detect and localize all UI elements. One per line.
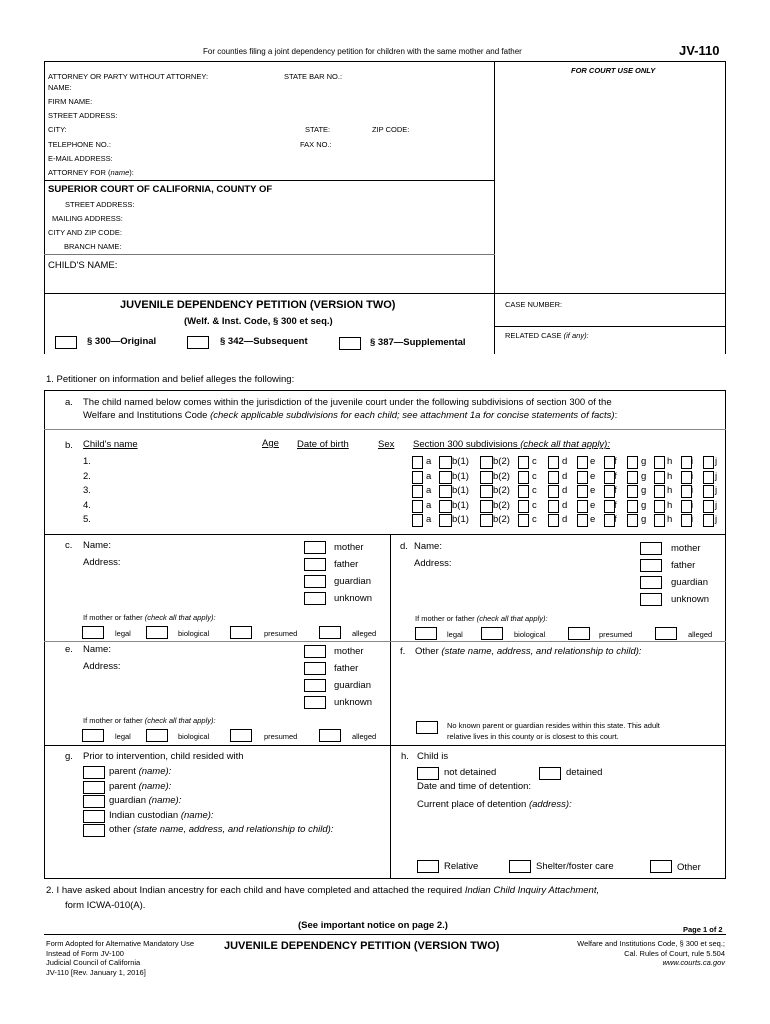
subdivision-a-label: a xyxy=(426,456,432,467)
e-mother-label: mother xyxy=(334,646,364,657)
subdivision-i-label: i xyxy=(691,514,694,526)
subdivision-c-label: c xyxy=(532,514,537,526)
subdivision-f-label: f xyxy=(614,499,617,511)
name-label[interactable]: NAME: xyxy=(48,83,72,92)
g-option-checkbox[interactable] xyxy=(83,810,105,823)
d-biological-checkbox[interactable] xyxy=(481,627,503,640)
e-presumed-checkbox[interactable] xyxy=(230,729,252,742)
subdivision-a-checkbox[interactable] xyxy=(412,514,423,527)
subdivision-e-label: e xyxy=(590,456,596,467)
subdivision-i-label: i xyxy=(691,499,694,511)
subdivision-e-label: e xyxy=(590,499,596,511)
e-label: e. xyxy=(65,644,73,655)
child-row-number: 3. xyxy=(83,485,91,497)
e-legal-checkbox[interactable] xyxy=(82,729,104,742)
case-number-label[interactable]: CASE NUMBER: xyxy=(505,300,563,309)
d-name-label[interactable]: Name: xyxy=(414,541,442,552)
shelter-checkbox[interactable] xyxy=(509,860,531,873)
subdivision-d-checkbox[interactable] xyxy=(548,471,559,484)
subdivision-c-checkbox[interactable] xyxy=(518,514,529,527)
c-guardian-label: guardian xyxy=(334,576,371,587)
detained-label: detained xyxy=(566,767,603,778)
subdivision-e-checkbox[interactable] xyxy=(577,471,588,484)
no-parent-line1: No known parent or guardian resides within this state. This adult xyxy=(447,721,660,730)
court-title: SUPERIOR COURT OF CALIFORNIA, COUNTY OF xyxy=(48,184,273,195)
subdivision-b(2)-checkbox[interactable] xyxy=(480,500,493,513)
subdivision-j-checkbox[interactable] xyxy=(703,485,714,498)
g-option-checkbox[interactable] xyxy=(83,795,105,808)
subdivision-d-label: d xyxy=(562,499,568,511)
d-if-text: If mother or father (check all that apply): xyxy=(415,614,548,623)
subdivision-c-label: c xyxy=(532,485,537,497)
subdivision-a-label: a xyxy=(426,514,432,526)
subdivision-h-label: h xyxy=(667,485,673,497)
original-label: § 300—Original xyxy=(87,336,157,347)
subdivision-b(2)-label: b(2) xyxy=(493,514,510,526)
col-childs-name: Child's name xyxy=(83,439,138,450)
subdivision-b(2)-checkbox[interactable] xyxy=(480,485,493,498)
d-guardian-checkbox[interactable] xyxy=(640,576,662,589)
d-address-label[interactable]: Address: xyxy=(414,558,452,569)
subdivision-g-checkbox[interactable] xyxy=(627,514,638,527)
subdivision-d-checkbox[interactable] xyxy=(548,485,559,498)
c-mother-label: mother xyxy=(334,542,364,553)
footer-title: JUVENILE DEPENDENCY PETITION (VERSION TWO) xyxy=(224,940,500,952)
subdivision-b(1)-label: b(1) xyxy=(452,499,469,511)
subdivision-b(1)-checkbox[interactable] xyxy=(439,514,452,527)
subdivision-d-checkbox[interactable] xyxy=(548,456,559,469)
item1b-label: b. xyxy=(65,440,73,451)
d-unknown-label: unknown xyxy=(671,594,710,605)
shelter-label: Shelter/foster care xyxy=(536,861,614,872)
e-biological-label: biological xyxy=(178,732,210,741)
g-option-label[interactable]: other (state name, address, and relationship to child): xyxy=(109,824,334,835)
e-name-label[interactable]: Name: xyxy=(83,644,111,655)
subdivision-h-label: h xyxy=(667,514,673,526)
subdivision-i-label: i xyxy=(691,456,694,467)
state-label[interactable]: STATE: xyxy=(305,125,331,134)
subdivision-g-label: g xyxy=(641,499,647,511)
firm-label[interactable]: FIRM NAME: xyxy=(48,97,93,106)
h-text: Child is xyxy=(417,751,449,762)
court-use-label: FOR COURT USE ONLY xyxy=(571,66,656,75)
subdivision-g-label: g xyxy=(641,485,647,497)
subdivision-f-label: f xyxy=(614,470,617,482)
subdivision-e-checkbox[interactable] xyxy=(577,485,588,498)
petition-code: (Welf. & Inst. Code, § 300 et seq.) xyxy=(184,316,333,327)
subdivision-d-label: d xyxy=(562,456,568,467)
d-mother-label: mother xyxy=(671,543,701,554)
attorney-for-label[interactable]: ATTORNEY FOR (name): xyxy=(48,168,134,177)
subdivision-i-label: i xyxy=(691,485,694,497)
subdivision-g-checkbox[interactable] xyxy=(627,485,638,498)
child-row-number: 5. xyxy=(83,514,91,526)
g-option-label[interactable]: parent (name): xyxy=(109,780,172,792)
subdivision-b(2)-checkbox[interactable] xyxy=(480,514,493,527)
subdivision-j-checkbox[interactable] xyxy=(703,500,714,513)
g-option-label[interactable]: guardian (name): xyxy=(109,795,182,806)
d-father-checkbox[interactable] xyxy=(640,559,662,572)
subdivision-e-label: e xyxy=(590,485,596,497)
city-label[interactable]: CITY: xyxy=(48,125,67,134)
subdivision-j-label: j xyxy=(715,470,718,482)
c-alleged-label: alleged xyxy=(352,629,377,638)
f-text[interactable]: Other (state name, address, and relationship to child): xyxy=(415,646,642,657)
g-option-label[interactable]: Indian custodian (name): xyxy=(109,809,214,821)
subdivision-f-label: f xyxy=(614,485,617,497)
e-presumed-label: presumed xyxy=(264,732,298,741)
subdivision-b(1)-label: b(1) xyxy=(452,485,469,497)
subdivision-d-label: d xyxy=(562,514,568,526)
detention-place-label[interactable]: Current place of detention (address): xyxy=(417,799,572,810)
subdivision-g-checkbox[interactable] xyxy=(627,500,638,513)
c-address-label[interactable]: Address: xyxy=(83,557,121,568)
subdivision-c-label: c xyxy=(532,470,537,482)
subdivision-b(2)-label: b(2) xyxy=(493,470,510,482)
item1-text: 1. Petitioner on information and belief alleges the following: xyxy=(46,374,295,385)
e-alleged-checkbox[interactable] xyxy=(319,729,341,742)
relative-checkbox[interactable] xyxy=(417,860,439,873)
subdivision-e-checkbox[interactable] xyxy=(577,500,588,513)
d-guardian-label: guardian xyxy=(671,577,708,588)
not-detained-label: not detained xyxy=(444,767,497,778)
e-biological-checkbox[interactable] xyxy=(146,729,168,742)
d-alleged-label: alleged xyxy=(688,630,713,639)
subdivision-h-label: h xyxy=(667,499,673,511)
d-legal-label: legal xyxy=(447,630,463,639)
e-guardian-label: guardian xyxy=(334,680,371,691)
subdivision-j-label: j xyxy=(715,499,718,511)
state-bar-label: STATE BAR NO.: xyxy=(284,72,343,81)
subdivision-a-label: a xyxy=(426,485,432,497)
detained-checkbox[interactable] xyxy=(539,767,561,780)
subdivision-a-checkbox[interactable] xyxy=(412,456,423,469)
c-unknown-checkbox[interactable] xyxy=(304,592,326,605)
subdivision-b(1)-label: b(1) xyxy=(452,514,469,526)
related-case-label[interactable]: RELATED CASE (if any): xyxy=(505,331,589,340)
subdivision-c-checkbox[interactable] xyxy=(518,485,529,498)
subdivision-h-checkbox[interactable] xyxy=(654,471,665,484)
subdivision-i-label: i xyxy=(691,470,694,482)
c-presumed-checkbox[interactable] xyxy=(230,626,252,639)
subdivision-j-checkbox[interactable] xyxy=(703,456,714,469)
g-option-checkbox[interactable] xyxy=(83,781,105,794)
e-unknown-checkbox[interactable] xyxy=(304,696,326,709)
c-father-checkbox[interactable] xyxy=(304,558,326,571)
g-option-checkbox[interactable] xyxy=(83,766,105,779)
f-label: f. xyxy=(400,646,406,657)
c-label: c. xyxy=(65,540,73,551)
subdivision-a-label: a xyxy=(426,470,432,482)
e-guardian-checkbox[interactable] xyxy=(304,679,326,692)
subdivision-j-label: j xyxy=(715,456,718,467)
d-legal-checkbox[interactable] xyxy=(415,627,437,640)
subdivision-b(2)-checkbox[interactable] xyxy=(480,471,493,484)
e-father-checkbox[interactable] xyxy=(304,662,326,675)
footer-right: Welfare and Institutions Code, § 300 et seq.; Cal. Rules of Court, rule 5.504 www.courts.ca.gov xyxy=(577,939,725,968)
subdivision-c-checkbox[interactable] xyxy=(518,471,529,484)
subdivision-h-checkbox[interactable] xyxy=(654,485,665,498)
d-biological-label: biological xyxy=(514,630,546,639)
e-alleged-label: alleged xyxy=(352,732,377,741)
page-number: Page 1 of 2 xyxy=(683,925,723,934)
original-checkbox[interactable] xyxy=(55,336,77,349)
c-father-label: father xyxy=(334,559,359,570)
subdivision-b(1)-checkbox[interactable] xyxy=(439,485,452,498)
c-name-label[interactable]: Name: xyxy=(83,540,111,551)
not-detained-checkbox[interactable] xyxy=(417,767,439,780)
subdivision-c-checkbox[interactable] xyxy=(518,456,529,469)
c-presumed-label: presumed xyxy=(264,629,298,638)
subdivision-g-label: g xyxy=(641,470,647,482)
c-mother-checkbox[interactable] xyxy=(304,541,326,554)
g-label: g. xyxy=(65,751,73,762)
g-option-checkbox[interactable] xyxy=(83,824,105,837)
d-alleged-checkbox[interactable] xyxy=(655,627,677,640)
e-father-label: father xyxy=(334,663,359,674)
street-label[interactable]: STREET ADDRESS: xyxy=(48,111,118,120)
subdivision-j-checkbox[interactable] xyxy=(703,514,714,527)
subdivision-b(2)-label: b(2) xyxy=(493,485,510,497)
child-row-number: 4. xyxy=(83,499,91,511)
subdivision-d-checkbox[interactable] xyxy=(548,514,559,527)
subdivision-j-label: j xyxy=(715,514,718,526)
subdivision-b(2)-checkbox[interactable] xyxy=(480,456,493,469)
item1a-line1: The child named below comes within the jurisdiction of the juvenile court under the following subdivisions of section 300 of the xyxy=(83,397,612,408)
subdivision-b(2)-label: b(2) xyxy=(493,499,510,511)
item2-line2: form ICWA-010(A). xyxy=(65,900,146,911)
subdivision-b(2)-label: b(2) xyxy=(493,456,510,467)
d-unknown-checkbox[interactable] xyxy=(640,593,662,606)
subdivision-d-label: d xyxy=(562,485,568,497)
subdivision-b(1)-label: b(1) xyxy=(452,470,469,482)
no-parent-checkbox[interactable] xyxy=(416,721,438,734)
c-legal-checkbox[interactable] xyxy=(82,626,104,639)
subdivision-h-label: h xyxy=(667,456,673,467)
child-row-number: 1. xyxy=(83,456,91,467)
item2-line1: 2. I have asked about Indian ancestry for each child and have completed and attached the required Indian Child Inquiry Attachment, xyxy=(46,885,600,896)
subdivision-h-label: h xyxy=(667,470,673,482)
subdivision-d-checkbox[interactable] xyxy=(548,500,559,513)
c-guardian-checkbox[interactable] xyxy=(304,575,326,588)
subdivision-e-checkbox[interactable] xyxy=(577,456,588,469)
petition-title: JUVENILE DEPENDENCY PETITION (VERSION TWO) xyxy=(120,299,396,311)
c-if-text: If mother or father (check all that apply): xyxy=(83,613,216,622)
e-if-text: If mother or father (check all that apply): xyxy=(83,716,216,725)
email-label[interactable]: E-MAIL ADDRESS: xyxy=(48,154,113,163)
subdivision-f-label: f xyxy=(614,514,617,526)
subdivision-a-checkbox[interactable] xyxy=(412,471,423,484)
detention-datetime-label[interactable]: Date and time of detention: xyxy=(417,781,532,792)
subsequent-label: § 342—Subsequent xyxy=(220,336,308,347)
c-alleged-checkbox[interactable] xyxy=(319,626,341,639)
col-age: Age xyxy=(262,438,279,449)
subdivision-f-label: f xyxy=(614,456,617,467)
col-dob: Date of birth xyxy=(297,439,349,450)
h-label: h. xyxy=(401,751,409,762)
subdivision-a-label: a xyxy=(426,499,432,511)
child-row-number: 2. xyxy=(83,470,91,482)
subdivision-j-checkbox[interactable] xyxy=(703,471,714,484)
court-branch-label[interactable]: BRANCH NAME: xyxy=(64,242,122,251)
subdivision-h-checkbox[interactable] xyxy=(654,500,665,513)
g-text: Prior to intervention, child resided with xyxy=(83,751,244,762)
supplemental-label: § 387—Supplemental xyxy=(370,337,466,348)
d-mother-checkbox[interactable] xyxy=(640,542,662,555)
subdivision-h-checkbox[interactable] xyxy=(654,456,665,469)
d-label: d. xyxy=(400,541,408,552)
other-detention-label: Other xyxy=(677,862,701,873)
subdivision-g-label: g xyxy=(641,514,647,526)
subdivision-g-checkbox[interactable] xyxy=(627,471,638,484)
e-legal-label: legal xyxy=(115,732,131,741)
subdivision-c-label: c xyxy=(532,499,537,511)
e-address-label[interactable]: Address: xyxy=(83,661,121,672)
subdivision-a-checkbox[interactable] xyxy=(412,485,423,498)
subdivision-c-checkbox[interactable] xyxy=(518,500,529,513)
e-mother-checkbox[interactable] xyxy=(304,645,326,658)
subdivision-b(1)-label: b(1) xyxy=(452,456,469,467)
c-biological-checkbox[interactable] xyxy=(146,626,168,639)
g-option-label[interactable]: parent (name): xyxy=(109,766,172,777)
d-presumed-label: presumed xyxy=(599,630,633,639)
subdivision-b(1)-checkbox[interactable] xyxy=(439,471,452,484)
c-unknown-label: unknown xyxy=(334,593,373,604)
subdivision-b(1)-checkbox[interactable] xyxy=(439,500,452,513)
court-cityzip-label[interactable]: CITY AND ZIP CODE: xyxy=(48,228,122,237)
phone-label[interactable]: TELEPHONE NO.: xyxy=(48,140,111,149)
relative-label: Relative xyxy=(444,861,479,872)
footer-left: Form Adopted for Alternative Mandatory Use Instead of Form JV-100 Judicial Council of California JV-110 [Rev. January 1, 2016] xyxy=(46,939,194,977)
d-presumed-checkbox[interactable] xyxy=(568,627,590,640)
form-id: JV-110 xyxy=(679,43,720,58)
subdivision-d-label: d xyxy=(562,470,568,482)
item1a-line2: Welfare and Institutions Code (check applicable subdivisions for each child; see attachment 1a for concise statements of facts): xyxy=(83,410,618,421)
d-father-label: father xyxy=(671,560,696,571)
supplemental-checkbox[interactable] xyxy=(339,337,361,350)
subdivision-a-checkbox[interactable] xyxy=(412,500,423,513)
other-detention-checkbox[interactable] xyxy=(650,860,672,873)
c-legal-label: legal xyxy=(115,629,131,638)
subdivision-b(1)-checkbox[interactable] xyxy=(439,456,452,469)
fax-label[interactable]: FAX NO.: xyxy=(300,140,332,149)
subdivision-e-checkbox[interactable] xyxy=(577,514,588,527)
attorney-label: ATTORNEY OR PARTY WITHOUT ATTORNEY: xyxy=(48,72,209,81)
subdivision-e-label: e xyxy=(590,470,596,482)
subdivision-g-checkbox[interactable] xyxy=(627,456,638,469)
notice: (See important notice on page 2.) xyxy=(298,920,448,931)
court-mailing-label[interactable]: MAILING ADDRESS: xyxy=(52,214,123,223)
subdivision-h-checkbox[interactable] xyxy=(654,514,665,527)
col-sex: Sex xyxy=(378,439,395,450)
subdivision-j-label: j xyxy=(715,485,718,497)
subdivision-c-label: c xyxy=(532,456,537,467)
col-subdivisions: Section 300 subdivisions (check all that apply): xyxy=(413,439,610,450)
item1a-label: a. xyxy=(65,397,73,408)
no-parent-line2: relative lives in this county or is closest to this court. xyxy=(447,732,619,741)
c-biological-label: biological xyxy=(178,629,210,638)
childs-name-label[interactable]: CHILD'S NAME: xyxy=(48,260,118,271)
zip-label[interactable]: ZIP CODE: xyxy=(372,125,410,134)
court-street-label[interactable]: STREET ADDRESS: xyxy=(65,200,135,209)
subsequent-checkbox[interactable] xyxy=(187,336,209,349)
subdivision-g-label: g xyxy=(641,456,647,467)
subdivision-e-label: e xyxy=(590,514,596,526)
e-unknown-label: unknown xyxy=(334,697,373,708)
header-note: For counties filing a joint dependency petition for children with the same mother and father xyxy=(203,47,522,56)
